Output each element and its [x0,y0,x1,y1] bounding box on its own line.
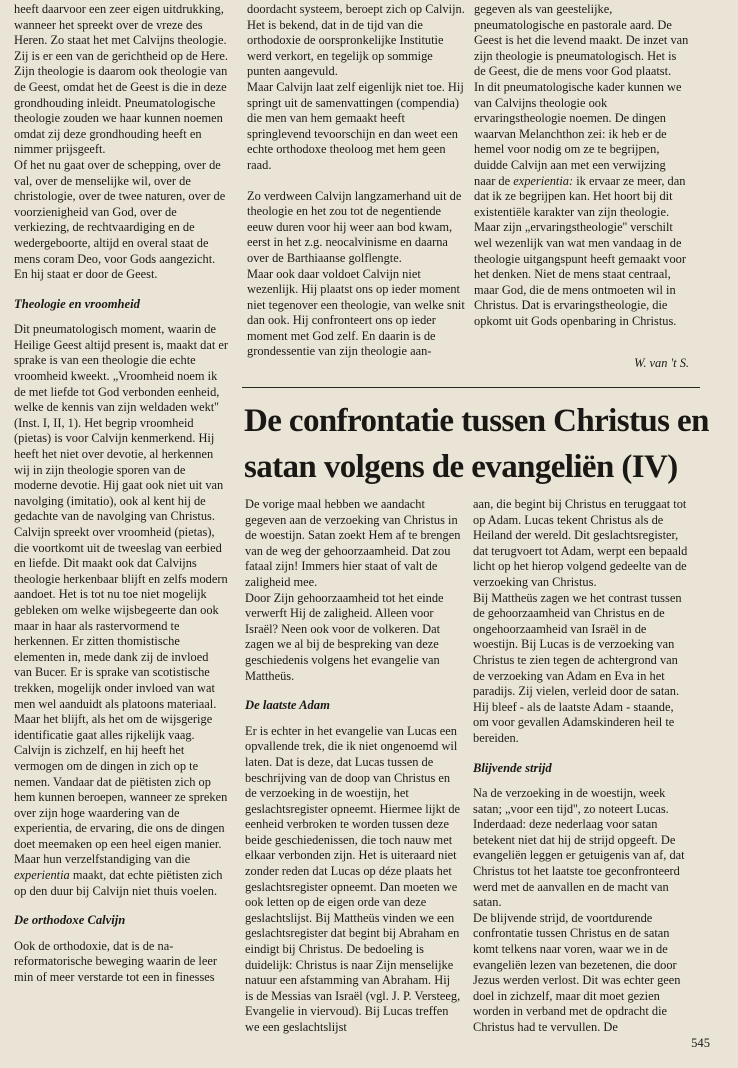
column-1 [14,2,229,986]
section-divider [242,387,700,388]
paragraph: Of het nu gaat over de schepping, over de val, over de menselijke wil, over de christologie, over de twee naturen, over de voorzienigheid van God, over de verkiezing, de rechtvaardiging en de wedergeboorte, altijd en overal staat de mens coram Deo, voor Gods aangezicht. En hij staat er door de Geest. [14,157,226,282]
subheading-blijvende-strijd: Blijvende strijd [473,760,552,775]
column-4 [245,497,461,1036]
subheading-theologie-en-vroomheid: Theologie en vroomheid [14,296,140,311]
paragraph: Maar Calvijn laat zelf eigenlijk niet toe. Hij springt uit de samenvattingen (compendia) die men van hem gemaakt heeft springlevend tevoorschijn en dan weet een echte orthodoxe theoloog met hem geen raad. [247,79,464,172]
author-signature: W. van 't S. [634,356,689,370]
column-2 [247,2,465,360]
paragraph: Na de verzoeking in de woestijn, week satan; „voor een tijd'', zo noteert Lucas. Inderdaad: deze nederlaag voor satan betekent niet dat hij de strijd opgeeft. De evangeliën leggen er getuigenis van af, dat Christus tot het laatste toe geconfronteerd werd met de aanvallen en de macht van satan. [473,786,685,910]
paragraph: gegeven als van geestelijke, pneumatologische en pastorale aard. De Geest is het die levend maakt. De inzet van zijn theologie is pneumatologisch. Het is de Geest, die de mens voor God plaatst. [474,2,689,79]
paragraph: aan, die begint bij Christus en teruggaat tot op Adam. Lucas tekent Christus als de Heiland der wereld. Dit geslachtsregister, dat terugvoert tot Adam, werpt een bepaald licht op het hierop volgend gedeelte van de verzoeking van Christus. [473,497,688,589]
paragraph: Ook de orthodoxie, dat is de na-reformatorische beweging waarin de leer min of meer verstarde tot een in finesses [14,938,217,985]
paragraph: De vorige maal hebben we aandacht gegeven aan de verzoeking van Christus in de woestijn. Satan zoekt Hem af te brengen van de weg der gehoorzaamheid. Dat zou fataal zijn! Immers hier staat of valt de zaligheid mee. [245,497,461,589]
paragraph: heeft daarvoor een zeer eigen uitdrukking, wanneer het spreekt over de vreze des Heren. Zo staat het met Calvijns theologie. Zij is er een van de gerichtheid op de Here. Zijn theologie is daarom ook theologie van de Geest, omdat het de Geest is die in deze grondhouding inleidt. Pneumatologische theologie zouden we haar kunnen noemen omdat zij deze grondhouding heeft en nimmer prijsgeeft. [14,2,228,157]
subheading-de-laatste-adam: De laatste Adam [245,698,330,713]
paragraph: Bij Mattheüs zagen we het contrast tussen de gehoorzaamheid van Christus en de ongehoorzaamheid van Israël in de woestijn. Bij Lucas is de verzoeking van Christus te zien tegen de achtergrond van de verzoeking van Adam en Eva in het paradijs. Zij vielen, verleid door de satan. Hij bleef - als de laatste Adam - staande, om voor gevallen Adamskinderen heil te bereiden. [473,590,682,745]
subheading-de-orthodoxe-calvijn: De orthodoxe Calvijn [14,913,126,928]
emphasis: experientia: [513,173,574,188]
paragraph: In dit pneumatologische kader kunnen we van Calvijns theologie ook ervaringstheologie noemen. De dingen waarvan Melanchthon zei: ik heb er de hemel voor nodig om ze te begrijpen, duidde Calvijn aan met een verwijzing naar de experientia: ik ervaar ze meer, dan dat ik ze begrijpen kan. Het hoort bij dit existentiële karakter van zijn theologie. Maar zijn „ervaringstheologie'' verschilt wel wezenlijk van wat men vandaag in de theologie uitgangspunt heeft gemaakt voor het denken. Niet de mens staat centraal, maar God, die de mens ontmoeten wil in Christus. Dat is ervaringstheologie, die opkomt uit Gods openbaring in Christus. [474,79,686,328]
paragraph: Door Zijn gehoorzaamheid tot het einde verwerft Hij de zaligheid. Alleen voor Israël? Neen ook voor de volkeren. Dat zagen we al bij de bespreking van deze geschiedenis volgens het evangelie van Mattheüs. [245,590,444,683]
page-number: 545 [691,1036,710,1050]
paragraph: Er is echter in het evangelie van Lucas een opvallende trek, die ik niet ongenoemd wil laten. Dat is deze, dat Lucas tussen de beschrijving van de doop van Christus en de verzoeking in de woestijn, het geslachtsregister opneemt. Hiermee lijkt de eenheid verbroken te worden tussen deze beide geschiedenissen, die toch nauw met elkaar verbonden zijn. Het is uiteraard niet zonder reden dat Lucas op déze plaats het geslachtsregister opneemt. Dan moeten we ook letten op de eigen orde van deze geslachtslijst. Bij Mattheüs vinden we een geslachtsregister dat begint bij Abraham en eindigt bij Christus. De bedoeling is duidelijk: Christus is naar Zijn menselijke natuur een afstamming van Abraham. Hij is de Messias van Israël (vgl. J. P. Versteeg, Evangelie in viervoud). Bij Lucas treffen we een geslachtslijst [245,723,461,1034]
column-3 [474,2,689,329]
emphasis: experientia [14,868,70,883]
paragraph: doordacht systeem, beroept zich op Calvijn. Het is bekend, dat in de tijd van die orthodoxie de oorspronkelijke Institutie werd verkort, en tegelijk op sommige punten aangevuld. [247,2,465,79]
article-title: De confrontatie tussen Christus en satan volgens de evangeliën (IV) [244,403,709,485]
paragraph: Dit pneumatologisch moment, waarin de Heilige Geest altijd present is, maakt dat er sprake is van een theologie die echte vroomheid kweekt. „Vroomheid noem ik de met liefde tot God verbonden eenheid, welke de kennis van zijn weldaden wekt'' (Inst. I, II, 1). Het begrip vroomheid (pietas) is voor Calvijn kenmerkend. Hij heeft het niet over devotie, al herkennen wij in zijn theologie sporen van de moderne devotie. Hij gaat ook niet uit van navolging (imitatio), ook al kent hij de gedachte van de navolging van Christus. Calvijn spreekt over vroomheid (pietas), die voortkomt uit de tweeslag van eerbied en liefde. Dit maakt ook dat Calvijns theologie herkenbaar blijft en zelfs modern aandoet. Het is tot nu toe niet mogelijk gebleken om welke wijsbegeerte dan ook maar in haar als rastervormend te herkennen. Er zitten thomistische elementen in, mede dank zij de invloed van Bucer. Er is sprake van scotistische trekken, mogelijk onder invloed van wat men wel aanduidt als platoons materiaal. Maar het blijft, als het om de wijsgerige identificatie gaat alles rijkelijk vaag. Calvijn is zichzelf, en hij heeft het vermogen om de dingen in zich op te nemen. Vandaar dat de piëtisten zich op hem kunnen beroepen, wanneer ze spreken over zijn hoge waardering van de experientia, de ervaring, die ons de dingen doet meemaken op een heel eigen manier. Maar hun verzelfstandiging van die experientia maakt, dat echte piëtisten zich op den duur bij Calvijn niet thuis voelen. [14,322,229,898]
paragraph: De blijvende strijd, de voortdurende confrontatie tussen Christus en de satan komt telkens naar voren, waar we in de evangeliën lezen van bezetenen, die door Jezus werden verlost. Dit was echter geen doel in zichzelf, maar dit moet gezien worden in verband met de opdracht die Christus had te vervullen. De [473,910,681,1034]
paragraph: Zo verdween Calvijn langzamerhand uit de theologie en het zou tot de negentiende eeuw duren voor hij weer aan bod kwam, eerst in het z.g. neocalvinisme en daarna over de Barthiaanse golflengte. [247,188,462,265]
column-5 [473,497,689,1036]
paragraph: Maar ook daar voldoet Calvijn niet wezenlijk. Hij plaatst ons op ieder moment niet tegenover een theologie, van welke snit dan ook. Hij confronteert ons op ieder moment met God zelf. En daarin is de grondessentie van zijn theologie aan- [247,266,465,359]
